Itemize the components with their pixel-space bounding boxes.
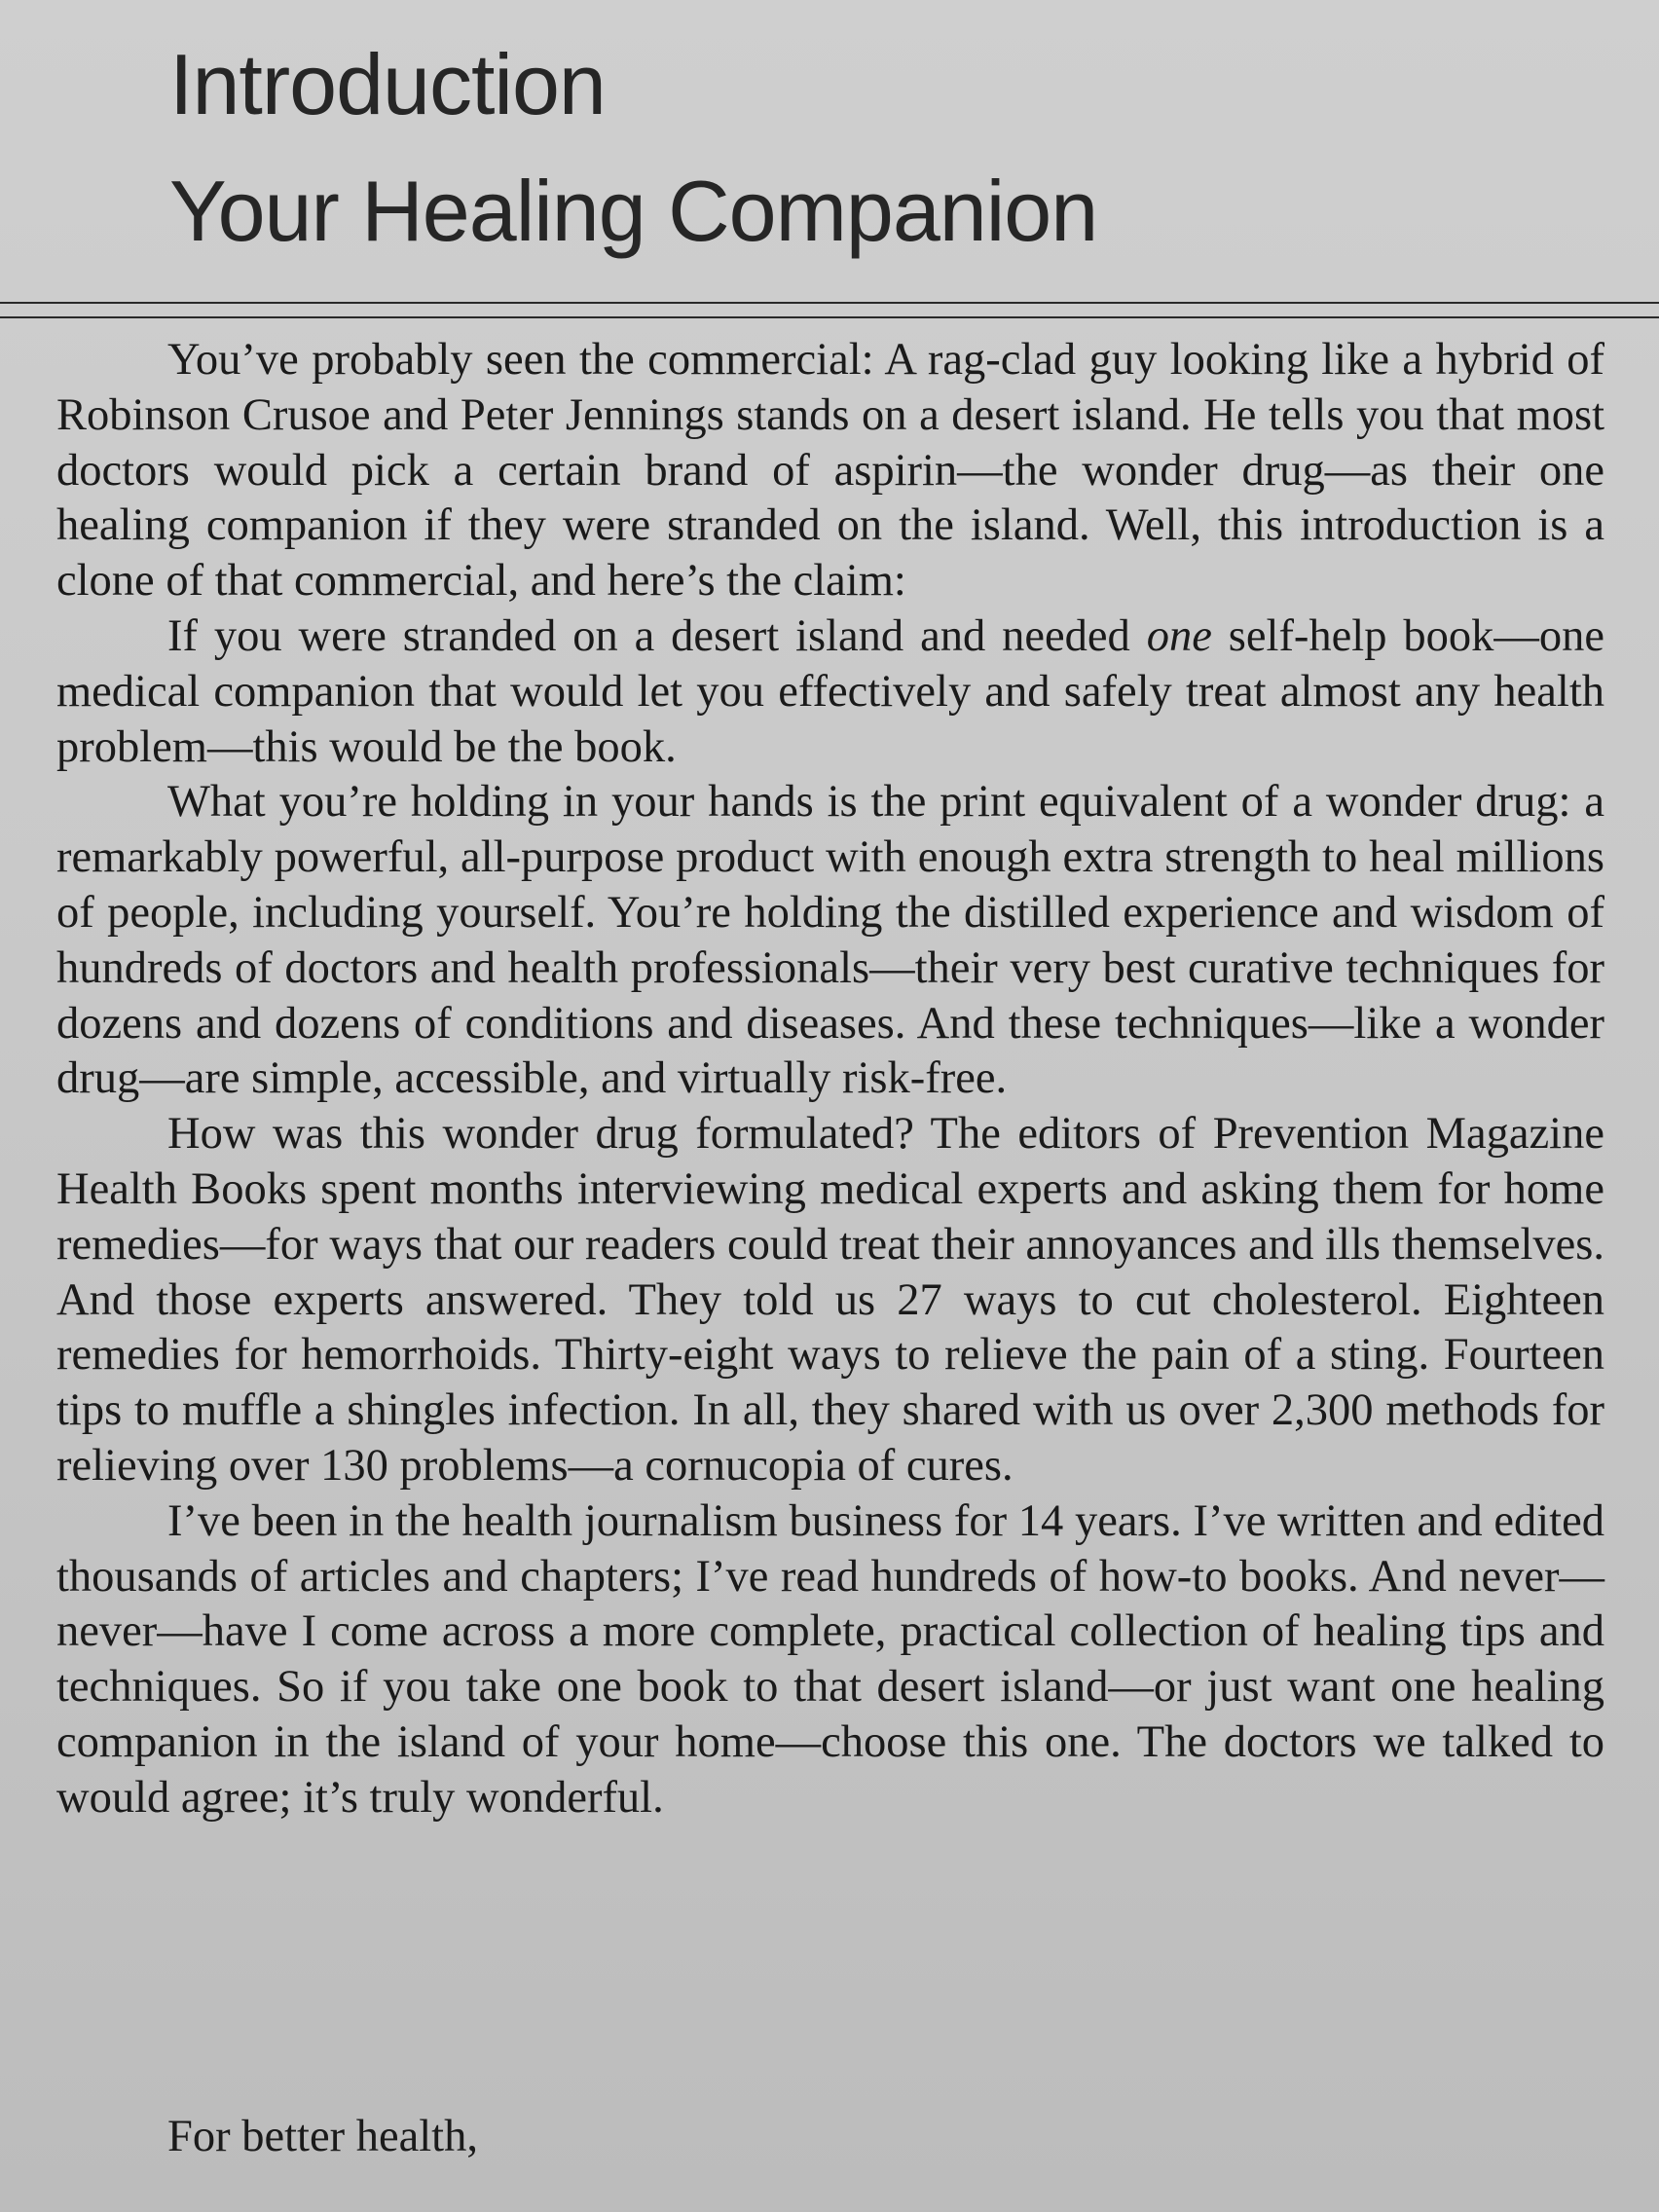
header-rule-bottom: [0, 316, 1659, 318]
paragraph-4: How was this wonder drug formulated? The editors of Prevention Magazine Health Books spent months interviewing medical experts and asking them for home remedies—for ways that our readers could treat their annoyances and ills themselves. And those experts answered. They told us 27 ways to cut cholesterol. Eighteen remedies for hemorrhoids. Thirty-eight ways to relieve the pain of a sting. Fourteen tips to muffle a shingles infection. In all, they shared with us over 2,300 methods for relieving over 130 problems—a cornucopia of cures.: [56, 1109, 1604, 1491]
paragraph-1: You’ve probably seen the commercial: A rag-clad guy looking like a hybrid of Robinson Crusoe and Peter Jennings stands on a desert island. He tells you that most doctors would pick a certain brand of aspirin—the wonder drug—as their one healing companion if they were stranded on the island. Well, this introduction is a clone of that commercial, and here’s the claim:: [56, 335, 1604, 607]
paragraph-5: I’ve been in the health journalism business for 14 years. I’ve written and edited thousands of articles and chapters; I’ve read hundreds of how-to books. And never—never—have I come across a more complete, practical collection of healing tips and techniques. So if you take one book to that desert island—or just want one healing companion in the island of your home—choose this one. The doctors we talked to would agree; it’s truly wonderful.: [56, 1495, 1604, 1823]
paragraph-3: What you’re holding in your hands is the print equivalent of a wonder drug: a remarkably powerful, all-purpose product with enough extra strength to heal millions of people, including yourself. You’re holding the distilled experience and wisdom of hundreds of doctors and health professionals—their very best curative techniques for dozens and dozens of conditions and diseases. And these techniques—like a wonder drug—are simple, accessible, and virtually risk-free.: [56, 777, 1604, 1104]
paragraph-2: [56, 609, 1604, 775]
chapter-title: Your Healing Companion: [169, 163, 1098, 259]
body-text: [56, 333, 1604, 1826]
paragraph-2-start: If you were stranded on a desert island and needed: [167, 610, 1130, 661]
emphasis-one: one: [1146, 610, 1212, 661]
chapter-label: Introduction: [169, 36, 606, 132]
closing-salutation: For better health,: [167, 2112, 478, 2161]
header-rule-top: [0, 302, 1659, 304]
paragraph-2-end: self-help book—one medical companion that would let you effectively and safely treat almost any health problem—this would be the book.: [56, 610, 1605, 772]
chapter-heading: [169, 21, 1097, 275]
